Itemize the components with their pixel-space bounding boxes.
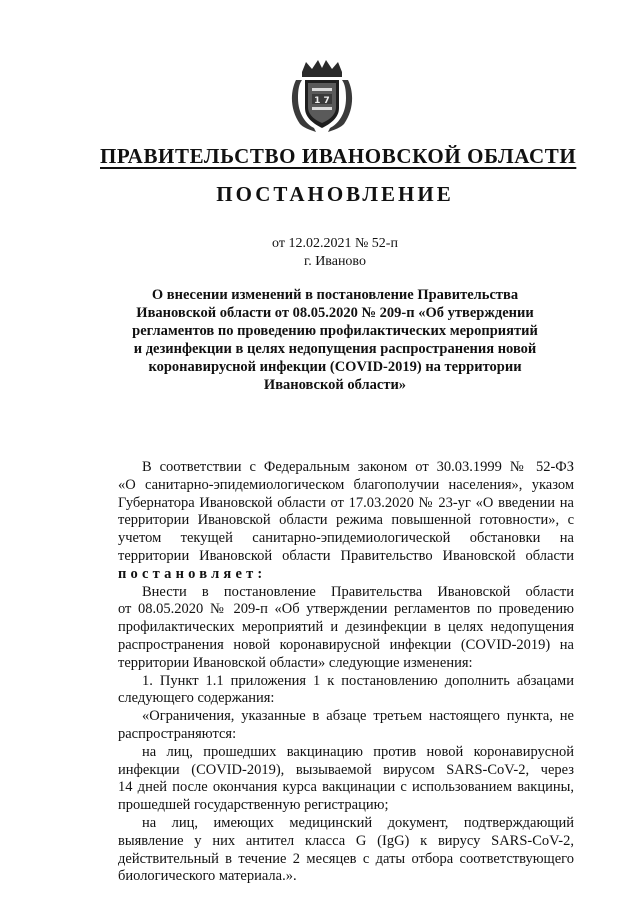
body-line: территории Ивановской области» следующие изменения:	[118, 654, 473, 671]
emblem-caption: 1 7	[314, 96, 330, 106]
body-line: следующего содержания:	[118, 690, 275, 707]
body-line: «О санитарно-эпидемиологическом благополучии населения», указом	[118, 476, 574, 493]
body-line: от 08.05.2020 № 209-п «Об утверждении регламентов по проведению	[118, 601, 574, 618]
body-line: Губернатора Ивановской области от 17.03.2020 № 23-уг «О введении на	[118, 494, 574, 511]
government-title: ПРАВИТЕЛЬСТВО ИВАНОВСКОЙ ОБЛАСТИ	[100, 144, 577, 168]
subject-line: Ивановской области»	[263, 377, 407, 393]
body-line: распространяются:	[118, 725, 237, 742]
body-line: на лиц, прошедших вакцинацию против новой коронавирусной	[142, 743, 574, 760]
body-line: профилактических мероприятий и дезинфекции в целях недопущения	[118, 619, 574, 636]
body-line: выявление у них антител класса G (IgG) к вирусу SARS-CoV-2,	[118, 832, 574, 849]
body-line: биологического материала.».	[118, 868, 297, 885]
document-place: г. Иваново	[304, 254, 366, 269]
subject-line: О внесении изменений в постановление Правительства	[151, 287, 519, 303]
body-line-decree: постановляет:	[118, 565, 267, 582]
body-line: инфекции (COVID-2019), вызываемой вирусом SARS-CoV-2, через	[118, 761, 574, 778]
document-body	[118, 459, 574, 886]
subject-line: регламентов по проведению профилактических мероприятий	[132, 323, 538, 339]
subject-line: коронавирусной инфекции (COVID-2019) на территории	[148, 359, 522, 375]
body-line: прошедшей государственную регистрацию;	[118, 797, 389, 814]
body-line: территории Ивановской области Правительство Ивановской области	[118, 547, 574, 564]
body-line: действительный в течение 2 месяцев с даты отбора соответствующего	[118, 850, 574, 867]
ivanovo-coat-of-arms-icon	[288, 58, 356, 134]
document-subject	[100, 286, 570, 394]
body-line: на лиц, имеющих медицинский документ, подтверждающий	[142, 814, 574, 831]
subject-line: и дезинфекции в целях недопущения распространения новой	[133, 341, 537, 357]
body-line: Внести в постановление Правительства Ивановской области	[142, 583, 574, 600]
body-line: распространения новой коронавирусной инфекции (COVID-2019) на	[118, 636, 574, 653]
document-type: ПОСТАНОВЛЕНИЕ	[216, 182, 454, 206]
body-line: территории Ивановской области режима повышенной готовности», с	[118, 512, 574, 529]
body-line: В соответствии с Федеральным законом от 30.03.1999 № 52-ФЗ	[142, 459, 574, 475]
subject-line: Ивановской области от 08.05.2020 № 209-п «Об утверждении	[136, 305, 534, 321]
body-line: 1. Пункт 1.1 приложения 1 к постановлению дополнить абзацами	[142, 672, 574, 689]
body-line: учетом текущей санитарно-эпидемиологической обстановки на	[118, 530, 574, 547]
body-line: «Ограничения, указанные в абзаце третьем настоящего пункта, не	[142, 708, 574, 725]
document-date-number: от 12.02.2021 № 52-п	[272, 236, 398, 251]
body-line: 14 дней после окончания курса вакцинации с использованием вакцины,	[118, 779, 574, 796]
